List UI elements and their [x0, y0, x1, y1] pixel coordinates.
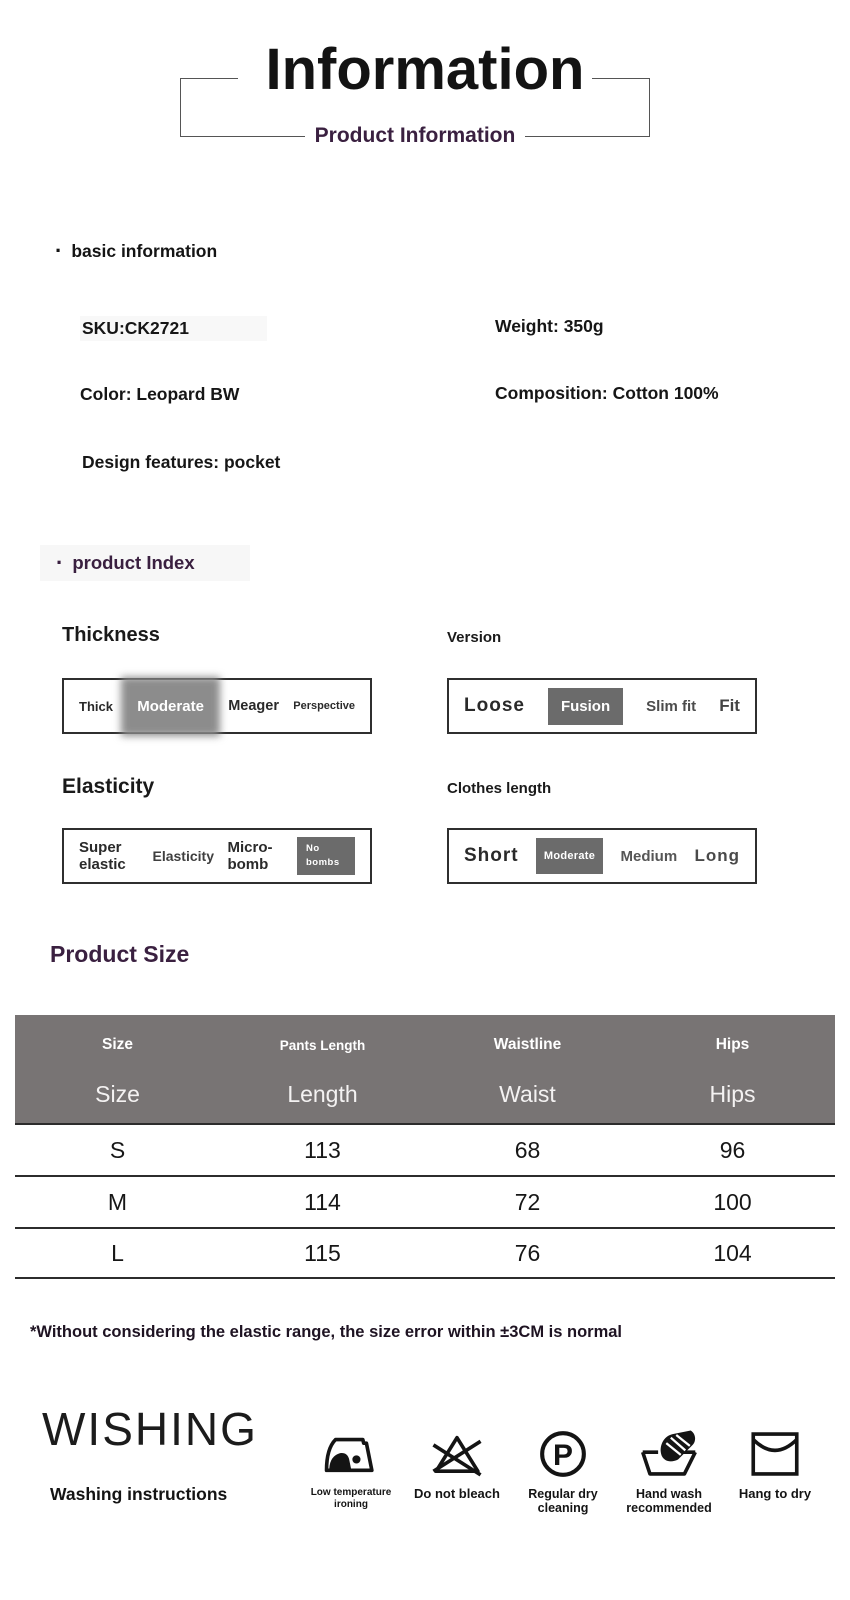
version-label: Version: [447, 629, 502, 646]
option-loose: Loose: [464, 695, 525, 716]
cell: S: [109, 1136, 126, 1163]
thickness-label: Thickness: [62, 624, 160, 646]
cell: 100: [713, 1188, 752, 1215]
subtitle-row: [180, 124, 650, 148]
cell: 114: [304, 1188, 341, 1215]
elasticity-label: Elasticity: [62, 775, 155, 798]
basic-information-heading: [55, 240, 217, 262]
elasticity-options: [62, 828, 372, 884]
cell: 113: [304, 1136, 341, 1163]
hang-to-dry-icon: [746, 1428, 804, 1480]
option-fusion-selected: Fusion: [548, 688, 623, 725]
hand-wash-icon: [640, 1428, 698, 1480]
option-short: Short: [464, 845, 519, 866]
divider-line: [180, 136, 305, 137]
column-subheader-size: Size: [95, 1081, 140, 1107]
option-micro-bomb: Micro-bomb: [227, 838, 273, 873]
washing-item: [616, 1416, 722, 1516]
table-row-m: [15, 1175, 835, 1227]
regular-dry-cleaning-icon: [534, 1428, 592, 1480]
column-header-waistline: Waistline: [493, 1036, 562, 1053]
field-weight: Weight: 350g: [495, 316, 604, 336]
field-composition: Composition: Cotton 100%: [495, 383, 719, 403]
cell: M: [107, 1188, 128, 1215]
option-thick: Thick: [79, 698, 113, 714]
product-index-heading: [40, 545, 250, 581]
bullet-dot-icon: ·: [55, 238, 63, 263]
basic-information-title: basic information: [71, 240, 218, 261]
washing-item: [298, 1416, 404, 1516]
thickness-options: [62, 678, 372, 734]
option-perspective: Perspective: [293, 700, 355, 712]
option-elasticity: Elasticity: [152, 848, 214, 864]
divider-line: [525, 136, 650, 137]
column-header-size: Size: [101, 1036, 133, 1053]
version-options: [447, 678, 757, 734]
field-color: Color: Leopard BW: [80, 384, 240, 404]
cell: 72: [514, 1188, 541, 1215]
page-subtitle: Product Information: [314, 124, 516, 147]
table-row-l: [15, 1227, 835, 1279]
cell: 104: [713, 1239, 752, 1266]
option-fit: Fit: [719, 696, 740, 715]
bullet-dot-icon: ·: [56, 550, 64, 575]
column-subheader-waist: Waist: [499, 1081, 556, 1107]
brand-logo: WISHING: [42, 1403, 258, 1455]
size-table: [15, 1015, 835, 1279]
washing-label: Hand wash recommended: [626, 1487, 712, 1516]
page-title: Information: [265, 37, 585, 102]
column-subheader-hips: Hips: [709, 1081, 756, 1107]
cell: 96: [719, 1136, 746, 1163]
washing-label: Do not bleach: [414, 1486, 500, 1501]
cell: 68: [514, 1136, 541, 1163]
washing-label: Hang to dry: [738, 1486, 812, 1501]
washing-label: Regular dry cleaning: [528, 1487, 598, 1516]
product-index-title: product Index: [72, 552, 195, 573]
option-medium: Medium: [620, 847, 678, 865]
size-note: *Without considering the elastic range, the size error within ±3CM is normal: [30, 1323, 623, 1341]
product-size-heading: Product Size: [50, 941, 190, 967]
size-table-body: [15, 1123, 835, 1279]
washing-item: [722, 1416, 828, 1516]
field-sku: SKU:CK2721: [80, 316, 267, 341]
option-moderate-selected: Moderate: [127, 681, 214, 732]
cell: 76: [514, 1239, 541, 1266]
option-long: Long: [694, 846, 740, 865]
field-design-features: Design features: pocket: [82, 452, 281, 472]
dry-clean-letter: P: [553, 1438, 573, 1472]
cell: L: [111, 1239, 124, 1266]
washing-icons-row: [298, 1416, 838, 1516]
option-meager: Meager: [228, 698, 279, 714]
washing-item: [510, 1416, 616, 1516]
washing-item: [404, 1416, 510, 1516]
washing-instructions-heading: Washing instructions: [50, 1484, 228, 1504]
do-not-bleach-icon: [428, 1428, 486, 1480]
column-header-pants-length: Pants Length: [279, 1037, 366, 1053]
table-row-s: [15, 1123, 835, 1175]
column-header-hips: Hips: [715, 1036, 750, 1053]
option-slim-fit: Slim fit: [646, 697, 697, 715]
size-table-header: [15, 1015, 835, 1123]
option-super-elastic: Super elastic: [79, 838, 126, 873]
clothes-length-label: Clothes length: [447, 780, 552, 797]
washing-label: Low temperature ironing: [310, 1487, 392, 1510]
option-moderate-selected: Moderate: [536, 838, 603, 874]
option-no-bombs-selected: No bombs: [297, 837, 355, 876]
cell: 115: [304, 1239, 341, 1266]
clothes-length-options: [447, 828, 757, 884]
low-temperature-ironing-icon: [322, 1428, 380, 1480]
column-subheader-length: Length: [287, 1081, 358, 1107]
